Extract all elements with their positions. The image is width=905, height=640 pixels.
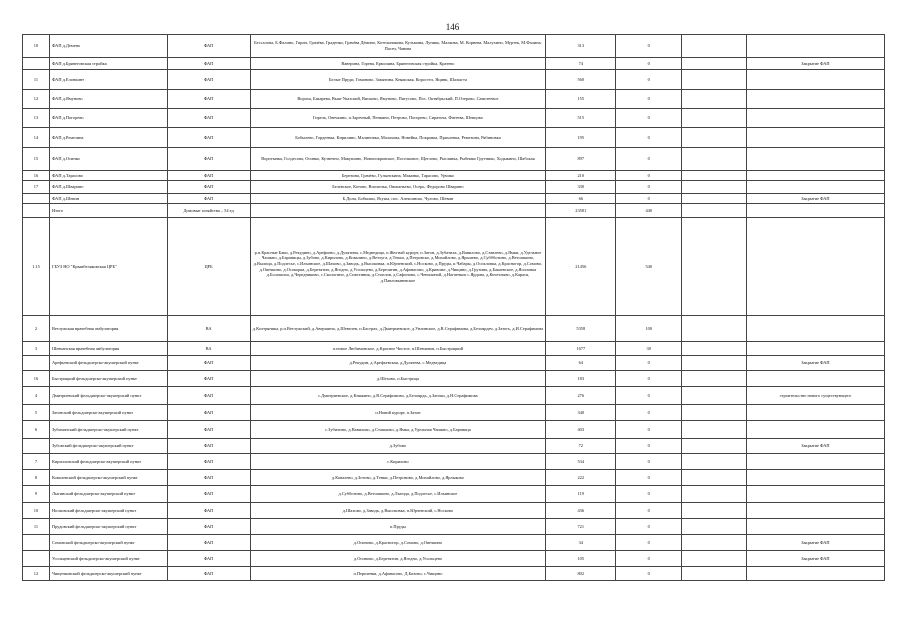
note-cell	[746, 171, 884, 181]
extra-cell	[682, 519, 747, 535]
capacity-cell: 0	[616, 439, 682, 454]
settlements-served-cell: д.Субботино, д.Ветошкино, д.Лыгида, д.Подлесье, с.Ильинское	[250, 486, 546, 503]
note-cell	[746, 181, 884, 194]
row-number-cell: 12	[23, 90, 50, 109]
row-number-cell: 11	[23, 70, 50, 90]
facility-type-cell: ФАП	[167, 551, 250, 567]
capacity-cell: 0	[616, 356, 682, 371]
capacity-cell: 100	[616, 316, 682, 342]
settlements-served-cell: д.Ковалево, д.Зотово, д.Тенки, д.Петровово, д.Михайлово, д.Ярлыково	[250, 470, 546, 486]
facility-type-cell: ФАП	[167, 486, 250, 503]
population-cell: 195	[546, 128, 616, 148]
facility-type-cell: ФАП	[167, 439, 250, 454]
facility-type-cell: ВА	[167, 342, 250, 356]
capacity-cell: 540	[616, 218, 682, 316]
note-cell	[746, 519, 884, 535]
extra-cell	[682, 454, 747, 470]
population-cell: 276	[546, 387, 616, 405]
table-row	[23, 551, 885, 567]
facility-type-cell: ФАП	[167, 35, 250, 58]
extra-cell	[682, 551, 747, 567]
facility-type-cell: ФАП	[167, 567, 250, 581]
note-cell	[746, 371, 884, 387]
facility-name-cell: Шевчанская врачебная амбулатория	[49, 342, 167, 356]
settlements-served-cell: Б.Доли, Бобылки, Ясуша, пос. Алексинско, Чулово, Шевин	[250, 194, 546, 204]
extra-cell	[682, 70, 747, 90]
note-cell	[746, 204, 884, 218]
facility-type-cell: ФАП	[167, 109, 250, 128]
population-cell: 1677	[546, 342, 616, 356]
capacity-cell: 0	[616, 109, 682, 128]
facility-name-cell: Дмитриевский фельдшерско-акушерский пункт	[49, 387, 167, 405]
capacity-cell: 0	[616, 90, 682, 109]
table-row	[23, 90, 885, 109]
note-cell: Закрытие ФАП	[746, 535, 884, 551]
facility-type-cell: ФАП	[167, 405, 250, 421]
settlements-served-cell: Ваверина, Горева, Ермоляна, Брянеговская стройка, Кратево	[250, 58, 546, 70]
table-row	[23, 218, 885, 316]
row-number-cell: 1.15	[23, 218, 50, 316]
table-row	[23, 194, 885, 204]
facility-name-cell: Зубовский фельдшерско-акушерский пункт	[49, 439, 167, 454]
capacity-cell: 0	[616, 519, 682, 535]
row-number-cell: 9	[23, 486, 50, 503]
facility-name-cell: Носковский фельдшерско-акушерский пункт	[49, 503, 167, 519]
facility-type-cell: ФАП	[167, 194, 250, 204]
settlements-served-cell: Белевское, Котово, Вполичья, Овоканьево, Осерь, Федорово Шварино	[250, 181, 546, 194]
capacity-cell: 0	[616, 535, 682, 551]
row-number-cell: 13	[23, 109, 50, 128]
settlements-served-cell: с.Зубихино, д.Вавилово, д.Сташково, д.Ямка, д.Удельная Чашкно, д.Бараница	[250, 421, 546, 439]
settlements-served-cell: д.Зубово	[250, 439, 546, 454]
facility-name-cell: ФАП д.Тарасово	[49, 171, 167, 181]
population-cell: 72	[546, 439, 616, 454]
table-row	[23, 171, 885, 181]
row-number-cell	[23, 194, 50, 204]
extra-cell	[682, 148, 747, 171]
facility-name-cell: Ковалевский фельдшерско-акушерский пункт	[49, 470, 167, 486]
facility-type-cell: ФАП	[167, 128, 250, 148]
extra-cell	[682, 218, 747, 316]
population-cell: 330	[546, 181, 616, 194]
note-cell	[746, 316, 884, 342]
settlements-served-cell: д.Шахово, д.Заводь, д.Высоковка, п.Юрченский, с.Носково	[250, 503, 546, 519]
row-number-cell: 15	[23, 148, 50, 171]
settlements-served-cell: Бобылево, Гордеевка, Кирилино, Малиновка, Малахова, Новейка, Покровка, Пряхлевка, Ремезина, Рябиновка	[250, 128, 546, 148]
table-row	[23, 519, 885, 535]
row-number-cell: 10	[23, 35, 50, 58]
settlements-served-cell: д.Рекудин, д.Арефьевская, д.Дулятева, с.Медведица	[250, 356, 546, 371]
extra-cell	[682, 194, 747, 204]
page-number: 146	[445, 22, 460, 32]
row-number-cell: 16	[23, 171, 50, 181]
population-cell: 313	[546, 35, 616, 58]
note-cell	[746, 486, 884, 503]
facility-name-cell: Прудовский фельдшерско-акушерский пункт	[49, 519, 167, 535]
facility-type-cell: ФАП	[167, 421, 250, 439]
facility-name-cell: ФАП д.Шевин	[49, 194, 167, 204]
note-cell: Закрытие ФАП	[746, 439, 884, 454]
table-row	[23, 356, 885, 371]
capacity-cell: 0	[616, 503, 682, 519]
settlements-served-cell: п.Пруды	[250, 519, 546, 535]
note-cell	[746, 128, 884, 148]
extra-cell	[682, 316, 747, 342]
note-cell: Закрытие ФАП	[746, 194, 884, 204]
note-cell: Закрытие ФАП	[746, 58, 884, 70]
facility-type-cell: ФАП	[167, 387, 250, 405]
population-cell: 560	[546, 70, 616, 90]
table-row	[23, 316, 885, 342]
facility-name-cell: ФАП д.Ямуново	[49, 90, 167, 109]
facility-name-cell: Кирилловский фельдшерско-акушерский пункт	[49, 454, 167, 470]
extra-cell	[682, 387, 747, 405]
facility-type-cell: ФАП	[167, 470, 250, 486]
capacity-cell: 440	[616, 204, 682, 218]
facility-name-cell: Лыгинский фельдшерско-акушерский пункт	[49, 486, 167, 503]
population-cell: 66	[546, 194, 616, 204]
facility-name-cell: ФАП д.Погорево	[49, 109, 167, 128]
capacity-cell: 0	[616, 470, 682, 486]
table-row	[23, 342, 885, 356]
population-cell: 534	[546, 454, 616, 470]
table-row	[23, 148, 885, 171]
note-cell: Закрытие ФАП	[746, 551, 884, 567]
row-number-cell	[23, 356, 50, 371]
capacity-cell: 0	[616, 371, 682, 387]
table-row	[23, 421, 885, 439]
extra-cell	[682, 58, 747, 70]
capacity-cell: 0	[616, 387, 682, 405]
population-cell: 5358	[546, 316, 616, 342]
row-number-cell: 6	[23, 421, 50, 439]
table-row	[23, 181, 885, 194]
table-row	[23, 535, 885, 551]
row-number-cell: 16	[23, 371, 50, 387]
table-row	[23, 454, 885, 470]
extra-cell	[682, 356, 747, 371]
facility-type-cell: ФАП	[167, 356, 250, 371]
population-cell: 403	[546, 421, 616, 439]
row-number-cell: 8	[23, 470, 50, 486]
note-cell	[746, 90, 884, 109]
note-cell	[746, 470, 884, 486]
population-cell: 34	[546, 535, 616, 551]
capacity-cell: 0	[616, 58, 682, 70]
population-cell: 105	[546, 551, 616, 567]
settlements-served-cell: с.Кирилово	[250, 454, 546, 470]
note-cell	[746, 109, 884, 128]
table-row	[23, 70, 885, 90]
extra-cell	[682, 204, 747, 218]
facility-type-cell: ФАП	[167, 90, 250, 109]
capacity-cell: 0	[616, 454, 682, 470]
settlements-served-cell: п.Першенки, д.Афанасово, Д.Бизово, с.Чищино	[250, 567, 546, 581]
extra-cell	[682, 128, 747, 148]
row-number-cell: 2	[23, 316, 50, 342]
capacity-cell: 0	[616, 128, 682, 148]
extra-cell	[682, 371, 747, 387]
population-cell: 74	[546, 58, 616, 70]
row-number-cell: 14	[23, 128, 50, 148]
facility-name-cell: Зубихинский фельдшерско-акушерский пункт	[49, 421, 167, 439]
table-row	[23, 387, 885, 405]
population-cell: 183	[546, 371, 616, 387]
row-number-cell	[23, 204, 50, 218]
facility-type-cell: ФАП	[167, 371, 250, 387]
settlements-served-cell: р.п.Красные Баки, д.Рекудино, д.Арефьево, д.Дулятина, с.Медведица, п.Желтый курорт, п.Затон, д.Зубатиха, д.Вавилово, д.Ставлево, д.Ямки, д.Удельное Чашкно, д.Бараницы, д.Зубово, д.Кирилово, д.Ковалино, д.Ветлуга, д.Тепки, д.Петровско, д.Михайлово, д.Ярьшево, д.Суббботино, д.Ветошкино, д.Вылица, д.Подлесье, с.Ильинское, д.Шахово, д.Заводь, д.Высоковка, п.Юрченский, с.Носково, д.Пруды, п.Чабары, д.Осокловка, д.Красногор, д.Сомово, д.Овечкино, д.Осокорка, д.Березятин, д.Ягодно, д.Усольцево, д.Березятин, д.Афанасово, д.Кривоже, д.Чищино, д.Грузина, д.Бакаевское, д.Ясиловка д.Болошиха, д.Чередниково, с.Скологино, д.Сивстиния, д.Стоилов, д.Сафоново, с.Ченилиной, д.Нагатнкоп с.Ярдова, д.Кочетлыво, д.Карася, д.Павловыневское	[250, 218, 546, 316]
facility-name-cell: ФАП д.Демено	[49, 35, 167, 58]
note-cell: Закрытие ФАП	[746, 356, 884, 371]
population-cell: 222	[546, 470, 616, 486]
facility-type-cell: ВА	[167, 316, 250, 342]
population-cell: 155	[546, 90, 616, 109]
population-cell: 210	[546, 171, 616, 181]
table-row	[23, 371, 885, 387]
extra-cell	[682, 439, 747, 454]
facility-name-cell: ФАП д.Ремезина	[49, 128, 167, 148]
capacity-cell: 30	[616, 342, 682, 356]
extra-cell	[682, 470, 747, 486]
note-cell	[746, 405, 884, 421]
population-cell: 436	[546, 503, 616, 519]
facility-type-cell: ФАП	[167, 535, 250, 551]
table-row	[23, 405, 885, 421]
population-cell: 340	[546, 405, 616, 421]
facility-type-cell: ФАП	[167, 503, 250, 519]
row-number-cell	[23, 58, 50, 70]
note-cell: строительство нового существующего	[746, 387, 884, 405]
facility-name-cell: ФАП д.Елонкинт	[49, 70, 167, 90]
note-cell	[746, 342, 884, 356]
settlements-served-cell: Вороха, Бакарева, Выш-Указский, Висково, Ямуново, Пятусово, Пос. Октябрьский, П.Озерово, Самотеевое	[250, 90, 546, 109]
capacity-cell: 0	[616, 405, 682, 421]
facility-name-cell: Усольцевский фельдшерско-акушерский пункт	[49, 551, 167, 567]
row-number-cell: 3	[23, 342, 50, 356]
note-cell	[746, 454, 884, 470]
extra-cell	[682, 90, 747, 109]
table-row	[23, 109, 885, 128]
population-cell: 119	[546, 486, 616, 503]
facility-name-cell: Быстрицкий фельдшерско-акушерский пункт	[49, 371, 167, 387]
capacity-cell: 0	[616, 567, 682, 581]
facility-type-cell: ФАП	[167, 454, 250, 470]
capacity-cell: 0	[616, 35, 682, 58]
settlements-served-cell: д.Шехово, п.Быстрица	[250, 371, 546, 387]
note-cell	[746, 421, 884, 439]
facility-type-cell: ФАП	[167, 519, 250, 535]
capacity-cell: 0	[616, 181, 682, 194]
extra-cell	[682, 181, 747, 194]
extra-cell	[682, 567, 747, 581]
settlements-served-cell: Воротынка, Голдесова, Осинко, Кузнечно, Макушино, Новопокровское, Поселковое, Щеглово, Рыслянка, Рыбнико Грутнико, Ходыкино, Шабская	[250, 148, 546, 171]
row-number-cell: 4	[23, 387, 50, 405]
row-number-cell: 7	[23, 454, 50, 470]
capacity-cell: 0	[616, 486, 682, 503]
facility-name-cell: Ветлужская врачебная амбулатория	[49, 316, 167, 342]
facility-name-cell: ФАП д.Шварино	[49, 181, 167, 194]
table-row	[23, 470, 885, 486]
facility-name-cell: Чищенковский фельдшерско-акушерский пункт	[49, 567, 167, 581]
settlements-served-cell: Бессалова, Б.Фалино, Гирич, Грачёва, Граденко, Грачёва Дёмино, Котельникова, Кузьмина, Лунико, Малкова, М. Корнева, Малухино, Муртек, М.Фалина, Пасеч, Чанова	[250, 35, 546, 58]
extra-cell	[682, 35, 747, 58]
capacity-cell: 0	[616, 421, 682, 439]
capacity-cell: 0	[616, 70, 682, 90]
population-cell: 515	[546, 109, 616, 128]
extra-cell	[682, 405, 747, 421]
facility-type-cell: Домовые хозяйства – 54 ед	[167, 204, 250, 218]
extra-cell	[682, 503, 747, 519]
settlements-served-cell: Гирель, Овечкино, п.Заречный, Пенкино, Петрово, Погорево, Сираточа, Фатеева, Шевцово	[250, 109, 546, 128]
population-cell: 721	[546, 519, 616, 535]
settlements-served-cell: п.новое Любимовское, д.Красное Чистое, п.Шевчанов, п.Быстрицкий	[250, 342, 546, 356]
facilities-table	[22, 34, 885, 581]
table-row	[23, 567, 885, 581]
settlements-served-cell: с.Дмитриевское, д.Княжино, д.В.Серафимово, д.Белоярдь, д.Затоки, д.Н.Серафимова	[250, 387, 546, 405]
settlements-served-cell: Березина, Грачёво, Гулынскина, Маканко, Тарасово, Урчико	[250, 171, 546, 181]
facility-name-cell: Арефьевский фельдшерско-акушерский пункт	[49, 356, 167, 371]
row-number-cell: 10	[23, 503, 50, 519]
settlements-served-cell: п.Новий курорт, п.Затон	[250, 405, 546, 421]
capacity-cell: 0	[616, 171, 682, 181]
capacity-cell: 0	[616, 194, 682, 204]
note-cell	[746, 70, 884, 90]
extra-cell	[682, 109, 747, 128]
population-cell: 23581	[546, 204, 616, 218]
settlements-served-cell: Белые Пруди, Гоманово, Замятина, Княжская, Коростел, Яцинк, Шалыгта	[250, 70, 546, 90]
settlements-served-cell: д.Осиново, д.Березятин, д.Ягодно, д.Усольцево	[250, 551, 546, 567]
facility-name-cell: ГБУЗ НО "Крымбеляковская ЦРБ"	[49, 218, 167, 316]
table-row	[23, 128, 885, 148]
table-row	[23, 58, 885, 70]
facility-type-cell: ФАП	[167, 181, 250, 194]
extra-cell	[682, 342, 747, 356]
note-cell	[746, 218, 884, 316]
table-row	[23, 35, 885, 58]
facility-type-cell: ФАП	[167, 148, 250, 171]
facility-name-cell: ФАП д.Брянеговская стройка	[49, 58, 167, 70]
note-cell	[746, 148, 884, 171]
table-row	[23, 486, 885, 503]
note-cell	[746, 567, 884, 581]
population-cell: 897	[546, 148, 616, 171]
facility-name-cell: ФАП д.Осинко	[49, 148, 167, 171]
note-cell	[746, 503, 884, 519]
population-cell: 802	[546, 567, 616, 581]
facility-type-cell: ФАП	[167, 58, 250, 70]
facility-name-cell: Затонский фельдшерско-акушерский пункт	[49, 405, 167, 421]
settlements-served-cell	[250, 204, 546, 218]
extra-cell	[682, 421, 747, 439]
population-cell: 21456	[546, 218, 616, 316]
row-number-cell	[23, 535, 50, 551]
row-number-cell	[23, 551, 50, 567]
row-number-cell	[23, 439, 50, 454]
extra-cell	[682, 535, 747, 551]
row-number-cell: 12	[23, 567, 50, 581]
facility-name-cell: Итого	[49, 204, 167, 218]
facility-type-cell: ФАП	[167, 70, 250, 90]
facility-type-cell: ФАП	[167, 171, 250, 181]
row-number-cell: 5	[23, 405, 50, 421]
extra-cell	[682, 486, 747, 503]
capacity-cell: 0	[616, 551, 682, 567]
population-cell: 64	[546, 356, 616, 371]
row-number-cell: 11	[23, 519, 50, 535]
table-row	[23, 439, 885, 454]
settlements-served-cell: д.Колтряника, р.п.Ветлужский, д.Авершино, д.Шевелев, п.Бастрах, д.Дмитриевское, д.Унлинское, д.В.Серафимова, д.Белоярдеч, д.Затогь, д.И.Серафимова	[250, 316, 546, 342]
table-row	[23, 503, 885, 519]
capacity-cell: 0	[616, 148, 682, 171]
facility-name-cell: Сомовский фельдшерско-акушерский пункт	[49, 535, 167, 551]
facility-type-cell: ЦРБ	[167, 218, 250, 316]
facilities-table-body	[23, 35, 885, 581]
note-cell	[746, 35, 884, 58]
settlements-served-cell: д.Осиново, д.Красногор, д.Сомово, д.Овечкино	[250, 535, 546, 551]
extra-cell	[682, 171, 747, 181]
row-number-cell: 17	[23, 181, 50, 194]
table-row	[23, 204, 885, 218]
